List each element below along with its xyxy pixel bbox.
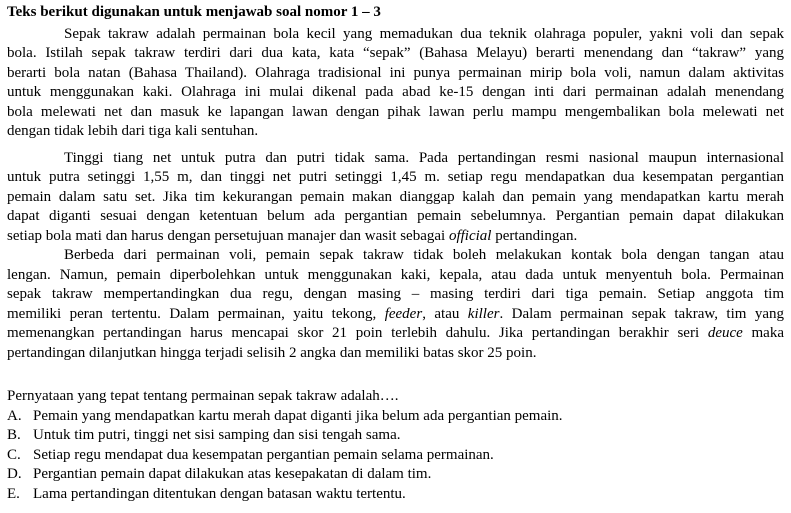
text-segment: dapat diganti sesuai dengan ketentuan belum ada pergantian pemain sebelumnya. Pergantian pemain dapat dilakukan bbox=[7, 208, 784, 224]
answer-option[interactable] bbox=[7, 485, 784, 505]
paragraph-line bbox=[7, 246, 784, 266]
text-segment: Berbeda dari permainan voli, pemain sepak takraw tidak boleh melakukan kontak bola dengan tangan atau bbox=[64, 247, 784, 263]
answer-option[interactable] bbox=[7, 407, 784, 427]
paragraph bbox=[7, 149, 784, 247]
italic-term: official bbox=[448, 227, 492, 244]
answer-options bbox=[7, 407, 784, 505]
option-text: Pergantian pemain dapat dilakukan atas kesepakatan di dalam tim. bbox=[33, 466, 432, 482]
text-segment: sepak takraw mempertandingkan dua regu, dengan masing – masing terdiri dari tiga pemain. Setiap anggota tim bbox=[7, 286, 784, 302]
text-segment: Tinggi tiang net untuk putra dan putri tidak sama. Pada pertandingan resmi nasional maupun internasional bbox=[64, 149, 784, 166]
answer-option[interactable] bbox=[7, 465, 784, 485]
answer-option[interactable] bbox=[7, 426, 784, 446]
paragraph-line bbox=[7, 103, 784, 123]
paragraph-line bbox=[7, 188, 784, 208]
paragraph-line bbox=[7, 285, 784, 305]
paragraph-line bbox=[7, 44, 784, 64]
paragraph-line bbox=[7, 25, 784, 45]
paragraph-line bbox=[7, 324, 784, 344]
text-segment: bola. Istilah sepak takraw terdiri dari dua kata, kata “sepak” (Bahasa Melayu) berarti menendang dan “takraw” yang bbox=[7, 45, 784, 61]
italic-term: deuce bbox=[707, 325, 743, 341]
option-letter: C. bbox=[7, 446, 21, 463]
answer-option[interactable] bbox=[7, 446, 784, 466]
text-segment: untuk putra setinggi 1,55 m, dan tinggi net putri setinggi 1,45 m. setiap regu mendapatkan dua kesempatan pergantian bbox=[7, 169, 784, 185]
paragraph-line bbox=[7, 305, 784, 325]
text-segment: maka bbox=[742, 325, 784, 341]
paragraph-line bbox=[7, 266, 784, 286]
text-segment: pertandingan dilanjutkan hingga terjadi selisih 2 angka dan memiliki batas skor 25 poin. bbox=[7, 344, 537, 361]
paragraph-line bbox=[7, 122, 784, 142]
option-text: Lama pertandingan ditentukan dengan batasan waktu tertentu. bbox=[33, 485, 406, 502]
option-letter: B. bbox=[7, 427, 21, 443]
option-text: Setiap regu mendapat dua kesempatan pergantian pemain selama permainan. bbox=[33, 446, 494, 463]
paragraph-line bbox=[7, 64, 784, 84]
paragraph bbox=[7, 246, 784, 363]
text-segment: berarti bola natan (Bahasa Thailand). Olahraga tradisional ini punya permainan mirip bola voli, namun dalam aktivitas bbox=[7, 64, 784, 81]
paragraph-line bbox=[7, 168, 784, 188]
option-letter: D. bbox=[7, 466, 22, 482]
option-letter: E. bbox=[7, 485, 20, 502]
text-segment: . Dalam permainan sepak takraw, tim yang bbox=[499, 305, 785, 322]
reading-title: Teks berikut digunakan untuk menjawab soal nomor 1 – 3 bbox=[7, 4, 381, 20]
text-segment: pertandingan. bbox=[491, 227, 578, 244]
text-segment: bola melewati net dan masuk ke lapangan lawan dengan pihak lawan perlu mampu mengembalikan bola melewati net bbox=[7, 103, 784, 120]
text-segment: , atau bbox=[422, 305, 468, 322]
paragraph bbox=[7, 25, 784, 142]
text-segment: Sepak takraw adalah permainan bola kecil yang memadukan dua teknik olahraga populer, yakni voli dan sepak bbox=[64, 25, 784, 42]
text-segment: dengan tidak lebih dari tiga kali sentuhan. bbox=[7, 123, 259, 139]
italic-term: killer bbox=[467, 305, 500, 322]
document bbox=[7, 3, 784, 504]
paragraph-line bbox=[7, 207, 784, 227]
paragraph-line bbox=[7, 83, 784, 103]
option-text: Untuk tim putri, tinggi net sisi samping dan sisi tengah sama. bbox=[33, 427, 401, 443]
text-segment: lengan. Namun, pemain diperbolehkan untuk menggunakan kaki, kepala, atau dada untuk menyentuh bola. Permainan bbox=[7, 266, 784, 283]
paragraph-line bbox=[7, 149, 784, 169]
text-segment: setiap bola mati dan harus dengan persetujuan manajer dan wasit sebagai bbox=[7, 227, 449, 244]
italic-term: feeder bbox=[384, 305, 423, 322]
option-letter: A. bbox=[7, 407, 22, 424]
paragraph-line bbox=[7, 344, 784, 364]
text-segment: pemain dalam satu set. Jika tim kekurangan pemain makan dianggap kalah dan pemain yang mendapatkan kartu merah bbox=[7, 188, 784, 205]
option-text: Pemain yang mendapatkan kartu merah dapat diganti jika belum ada pergantian pemain. bbox=[33, 407, 563, 424]
reading-passage bbox=[7, 25, 784, 364]
text-segment: memiliki peran tertentu. Dalam permainan, yaitu tekong, bbox=[7, 305, 385, 322]
paragraph-line bbox=[7, 227, 784, 247]
text-segment: untuk menggunakan kaki. Olahraga ini mulai dikenal pada abad ke-15 dengan inti dari permainan adalah menendang bbox=[7, 84, 784, 100]
question-text: Pernyataan yang tepat tentang permainan sepak takraw adalah…. bbox=[7, 388, 399, 404]
text-segment: memenangkan pertandingan harus mencapai skor 21 poin terlebih dahulu. Jika pertandingan berakhir seri bbox=[7, 325, 708, 341]
